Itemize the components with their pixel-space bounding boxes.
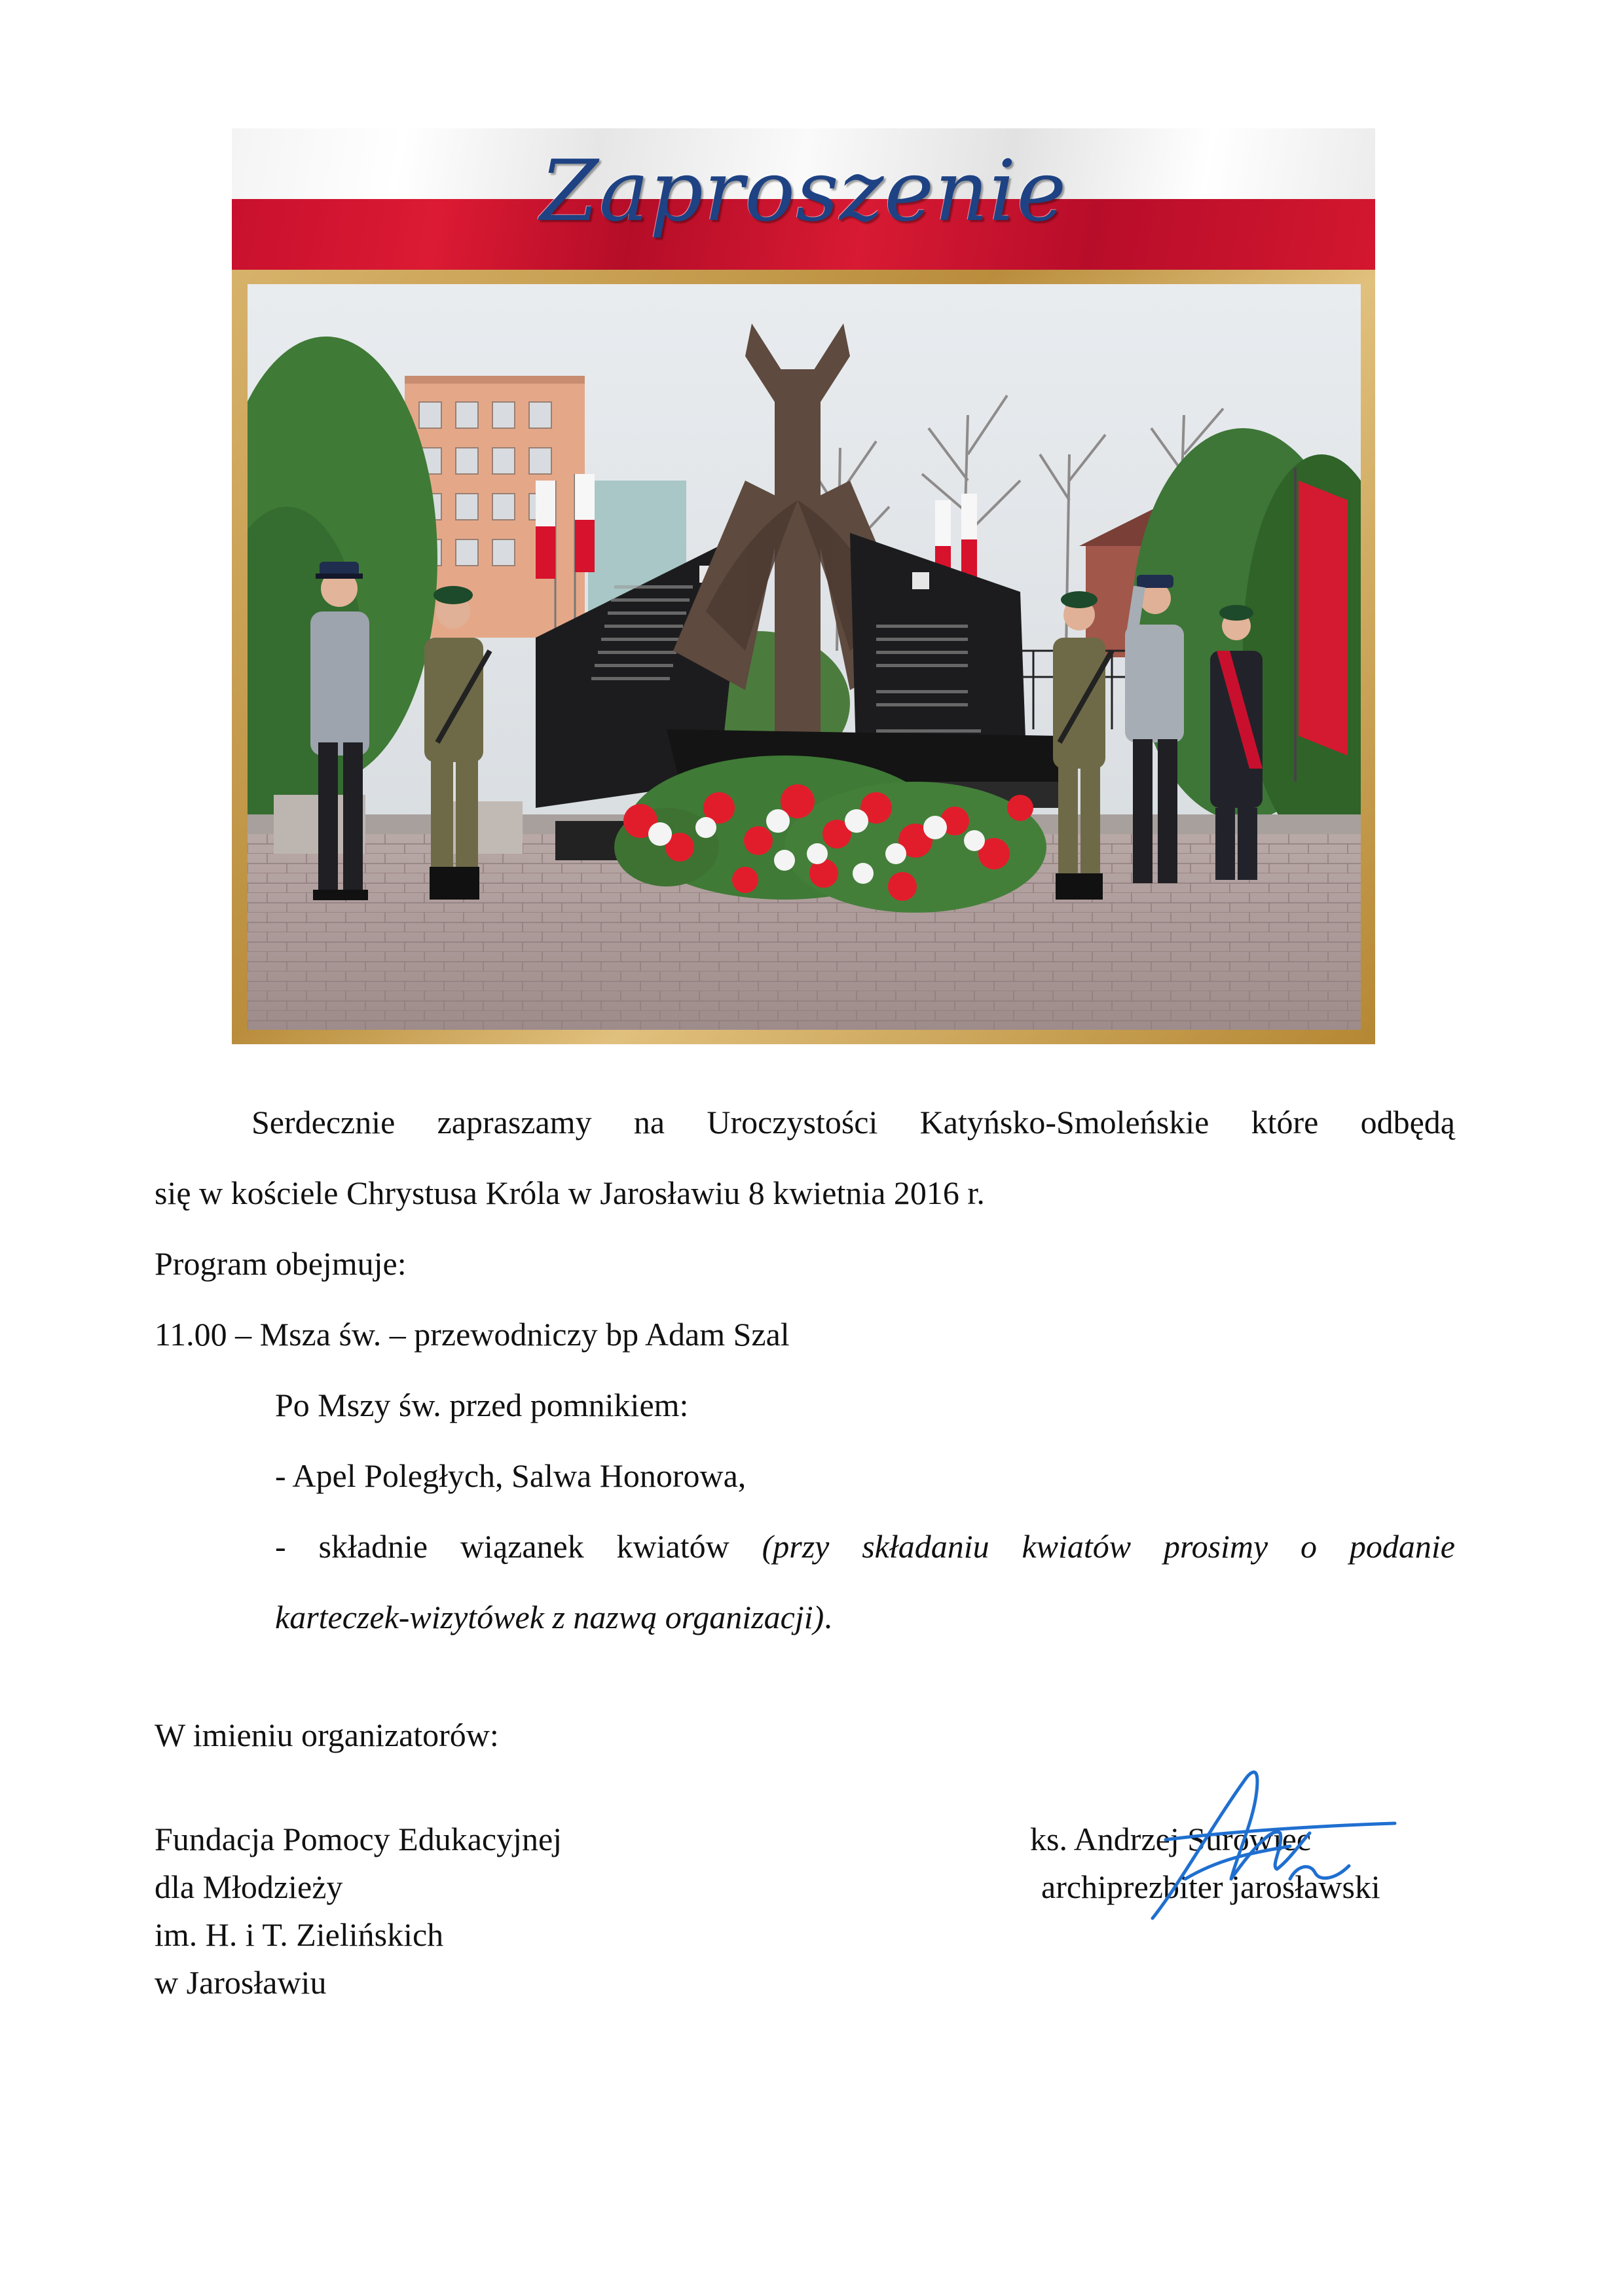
photo-frame — [232, 270, 1375, 1044]
paragraph-line-1: Serdecznie zapraszamy na Uroczystości Katyńsko-Smoleńskie które odbędą — [251, 1104, 1455, 1140]
program-item-flowers-note-2: karteczek-wizytówek z nazwą organizacji) — [275, 1599, 824, 1635]
signatory-title: archiprezbiter jarosławski — [1041, 1868, 1380, 1905]
program-item-flowers-note-1: (przy składaniu kwiatów prosimy o podanie — [762, 1528, 1455, 1565]
organizers-label: W imieniu organizatorów: — [155, 1717, 499, 1753]
program-item-apel: - Apel Poległych, Salwa Honorowa, — [275, 1457, 747, 1494]
handwritten-signature — [1139, 1755, 1401, 1925]
paragraph-line-2: się w kościele Chrystusa Króla w Jarosławiu 8 kwietnia 2016 r. — [155, 1175, 985, 1211]
banner-title: Zaproszenie — [540, 143, 1067, 240]
memorial-ceremony-illustration — [248, 284, 1361, 1030]
program-item-flowers-end: . — [824, 1599, 832, 1635]
invitation-banner — [232, 128, 1375, 1044]
memorial-photo — [248, 284, 1361, 1030]
foundation-line-3: im. H. i T. Zielińskich — [155, 1916, 444, 1953]
foundation-line-1: Fundacja Pomocy Edukacyjnej — [155, 1821, 563, 1857]
program-item-flowers — [275, 1530, 1455, 1563]
program-item-flowers-cont — [275, 1601, 832, 1633]
program-heading: Program obejmuje: — [155, 1245, 407, 1282]
foundation-line-2: dla Młodzieży — [155, 1868, 343, 1905]
signatory-name: ks. Andrzej Surowiec — [1030, 1821, 1312, 1857]
program-item-flowers-lead: - składnie wiązanek kwiatów — [275, 1528, 762, 1565]
foundation-line-4: w Jarosławiu — [155, 1964, 327, 2001]
program-item-mass: 11.00 – Msza św. – przewodniczy bp Adam Szal — [155, 1316, 790, 1353]
program-subheading: Po Mszy św. przed pomnikiem: — [275, 1387, 689, 1423]
